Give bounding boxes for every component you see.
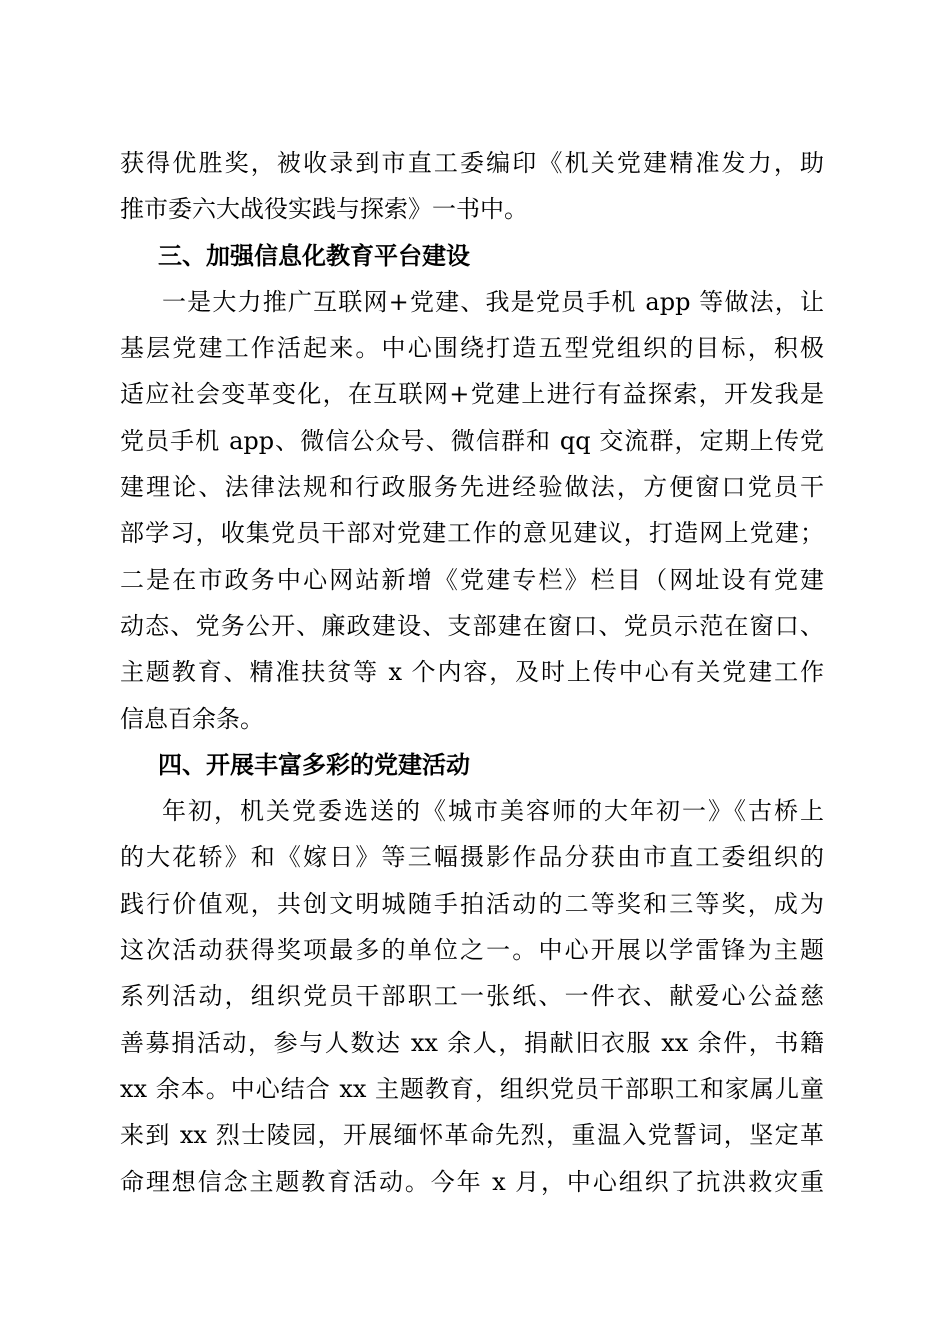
- text-line: 适应社会变革变化，在互联网+党建上进行有益探索，开发我是: [120, 380, 824, 409]
- text-line: 推市委六大战役实践与探索》一书中。: [120, 195, 528, 224]
- text-line: 善募捐活动，参与人数达 xx 余人，捐献旧衣服 xx 余件，书籍: [120, 1028, 824, 1057]
- text-line: 建理论、法律法规和行政服务先进经验做法，方便窗口党员干: [120, 473, 824, 502]
- text-line: 基层党建工作活起来。中心围绕打造五型党组织的目标，积极: [120, 334, 824, 363]
- document-body: [120, 140, 824, 1205]
- paragraph-2: [120, 279, 824, 742]
- text-line: 动态、党务公开、廉政建设、支部建在窗口、党员示范在窗口、: [120, 611, 824, 640]
- section-heading-3: 三、加强信息化教育平台建设: [158, 241, 470, 270]
- text-line: 系列活动，组织党员干部职工一张纸、一件衣、献爱心公益慈: [120, 982, 824, 1011]
- text-line: 主题教育、精准扶贫等 x 个内容，及时上传中心有关党建工作: [120, 658, 824, 687]
- section-heading-4: 四、开展丰富多彩的党建活动: [158, 750, 470, 779]
- text-line: 命理想信念主题教育活动。今年 x 月，中心组织了抗洪救灾重: [120, 1167, 824, 1196]
- text-line: 获得优胜奖，被收录到市直工委编印《机关党建精准发力，助: [120, 149, 824, 177]
- text-line: 的大花轿》和《嫁日》等三幅摄影作品分获由市直工委组织的: [120, 843, 824, 872]
- text-line: 部学习，收集党员干部对党建工作的意见建议，打造网上党建；: [120, 519, 824, 548]
- paragraph-3: [120, 788, 824, 1205]
- text-line: xx 余本。中心结合 xx 主题教育，组织党员干部职工和家属儿童: [120, 1074, 824, 1103]
- text-line: 年初，机关党委选送的《城市美容师的大年初一》《古桥上: [162, 797, 824, 826]
- text-line: 二是在市政务中心网站新增《党建专栏》栏目（网址设有党建: [120, 565, 824, 594]
- text-line: 这次活动获得奖项最多的单位之一。中心开展以学雷锋为主题: [120, 936, 824, 965]
- text-line: 一是大力推广互联网+党建、我是党员手机 app 等做法，让: [162, 287, 824, 316]
- text-line: 来到 xx 烈士陵园，开展缅怀革命先烈，重温入党誓词，坚定革: [120, 1121, 824, 1150]
- text-line: 信息百余条。: [120, 704, 264, 733]
- text-line: 践行价值观，共创文明城随手拍活动的二等奖和三等奖，成为: [120, 889, 824, 918]
- paragraph-1: [120, 140, 824, 233]
- text-line: 党员手机 app、微信公众号、微信群和 qq 交流群，定期上传党: [120, 426, 824, 455]
